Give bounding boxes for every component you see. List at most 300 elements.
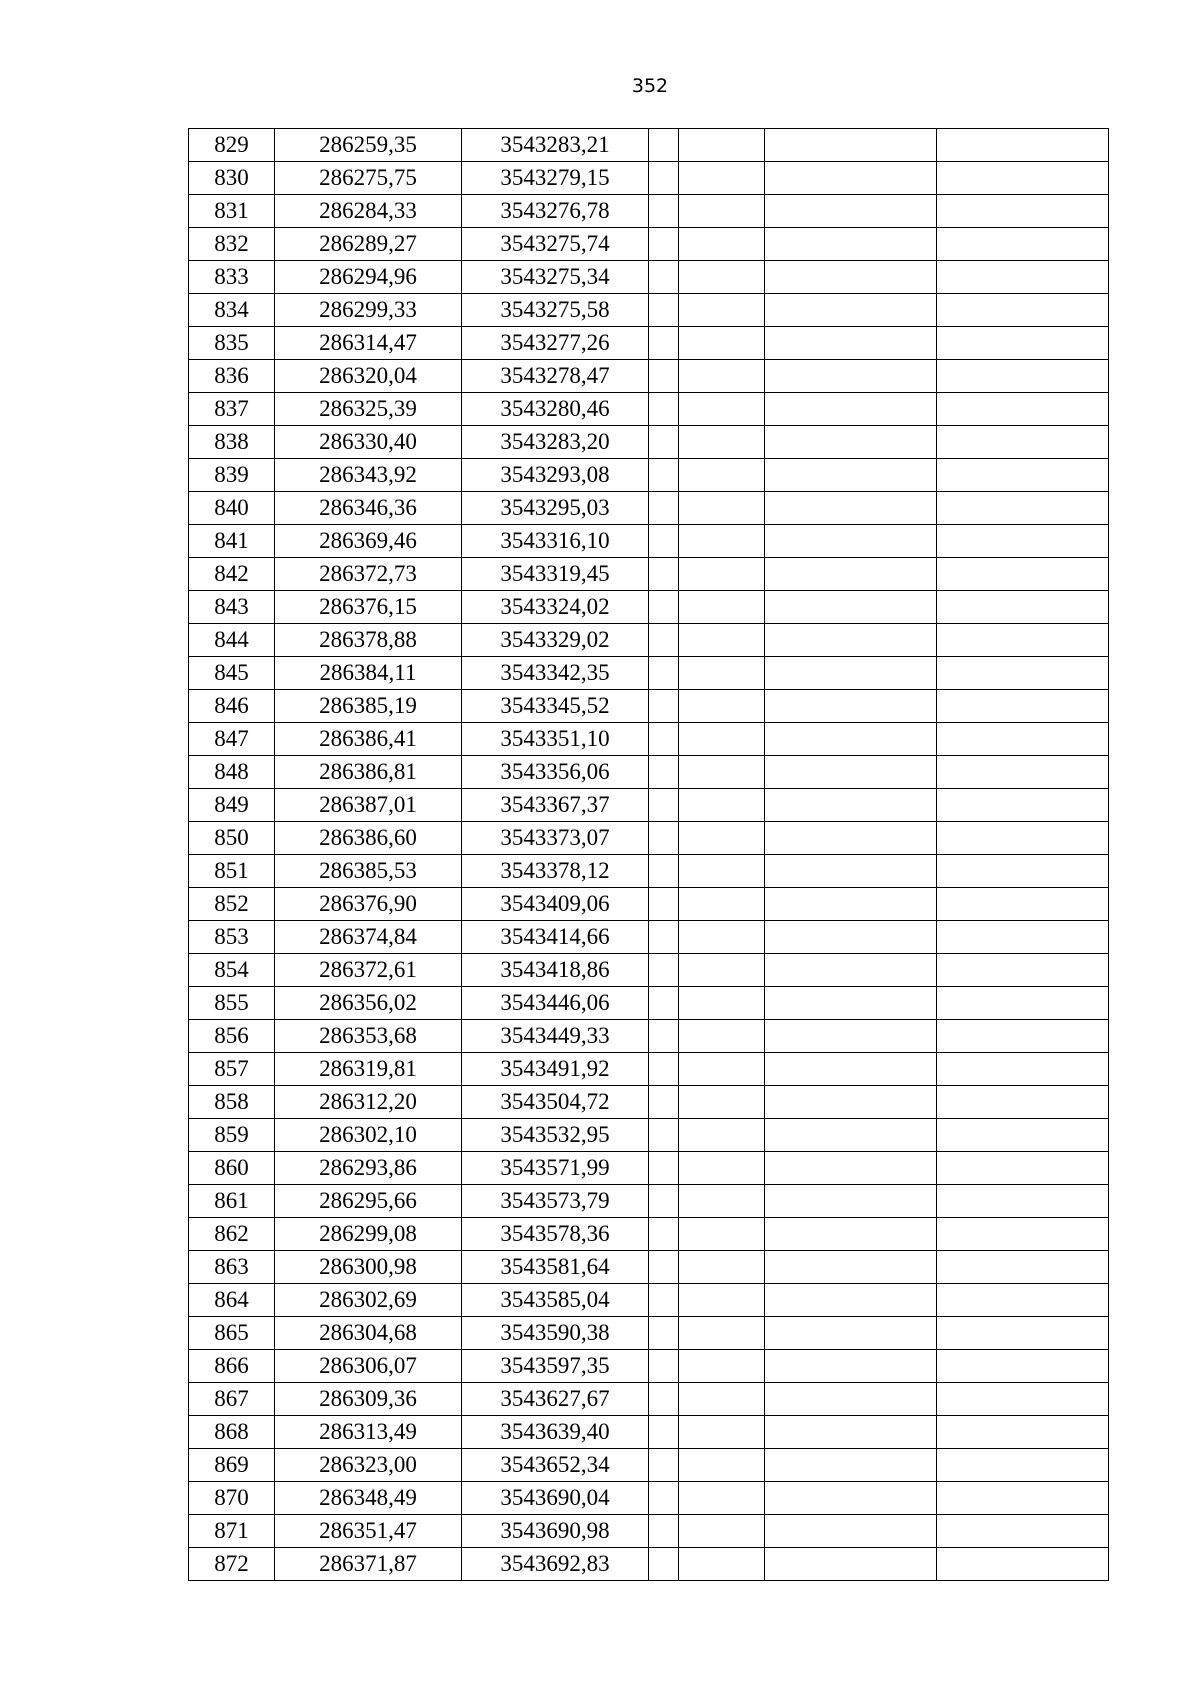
empty-cell	[937, 1053, 1109, 1086]
empty-cell	[765, 1086, 937, 1119]
y-coordinate-cell: 3543578,36	[462, 1218, 649, 1251]
point-number-cell: 867	[189, 1383, 275, 1416]
empty-cell	[679, 756, 765, 789]
page-number: 352	[631, 75, 669, 97]
empty-cell	[765, 1284, 937, 1317]
point-number-cell: 868	[189, 1416, 275, 1449]
empty-cell	[649, 756, 679, 789]
empty-cell	[679, 657, 765, 690]
x-coordinate-cell: 286372,61	[275, 954, 462, 987]
empty-cell	[649, 1416, 679, 1449]
empty-cell	[937, 756, 1109, 789]
empty-cell	[649, 1284, 679, 1317]
empty-cell	[679, 162, 765, 195]
x-coordinate-cell: 286284,33	[275, 195, 462, 228]
x-coordinate-cell: 286314,47	[275, 327, 462, 360]
empty-cell	[679, 393, 765, 426]
empty-cell	[649, 855, 679, 888]
point-number-cell: 865	[189, 1317, 275, 1350]
empty-cell	[679, 360, 765, 393]
empty-cell	[679, 459, 765, 492]
x-coordinate-cell: 286319,81	[275, 1053, 462, 1086]
empty-cell	[649, 294, 679, 327]
x-coordinate-cell: 286376,15	[275, 591, 462, 624]
empty-cell	[937, 327, 1109, 360]
point-number-cell: 864	[189, 1284, 275, 1317]
table-row	[189, 195, 1109, 228]
y-coordinate-cell: 3543581,64	[462, 1251, 649, 1284]
x-coordinate-cell: 286313,49	[275, 1416, 462, 1449]
table-body	[189, 129, 1109, 1581]
empty-cell	[937, 921, 1109, 954]
point-number-cell: 835	[189, 327, 275, 360]
y-coordinate-cell: 3543319,45	[462, 558, 649, 591]
table-row	[189, 1086, 1109, 1119]
empty-cell	[679, 1482, 765, 1515]
x-coordinate-cell: 286384,11	[275, 657, 462, 690]
table-row	[189, 129, 1109, 162]
point-number-cell: 829	[189, 129, 275, 162]
empty-cell	[679, 1449, 765, 1482]
x-coordinate-cell: 286386,41	[275, 723, 462, 756]
empty-cell	[649, 261, 679, 294]
table-row	[189, 1383, 1109, 1416]
x-coordinate-cell: 286294,96	[275, 261, 462, 294]
table-row	[189, 558, 1109, 591]
table-row	[189, 657, 1109, 690]
point-number-cell: 845	[189, 657, 275, 690]
empty-cell	[679, 195, 765, 228]
empty-cell	[937, 1086, 1109, 1119]
point-number-cell: 856	[189, 1020, 275, 1053]
empty-cell	[765, 921, 937, 954]
y-coordinate-cell: 3543449,33	[462, 1020, 649, 1053]
x-coordinate-cell: 286385,19	[275, 690, 462, 723]
empty-cell	[679, 1086, 765, 1119]
empty-cell	[649, 1251, 679, 1284]
point-number-cell: 869	[189, 1449, 275, 1482]
empty-cell	[937, 129, 1109, 162]
table-row	[189, 459, 1109, 492]
point-number-cell: 833	[189, 261, 275, 294]
empty-cell	[765, 591, 937, 624]
empty-cell	[765, 954, 937, 987]
y-coordinate-cell: 3543275,74	[462, 228, 649, 261]
empty-cell	[679, 1317, 765, 1350]
empty-cell	[937, 624, 1109, 657]
point-number-cell: 857	[189, 1053, 275, 1086]
table-row	[189, 525, 1109, 558]
empty-cell	[679, 624, 765, 657]
y-coordinate-cell: 3543627,67	[462, 1383, 649, 1416]
empty-cell	[765, 1119, 937, 1152]
empty-cell	[765, 1449, 937, 1482]
table-row	[189, 327, 1109, 360]
empty-cell	[679, 261, 765, 294]
table-row	[189, 855, 1109, 888]
table-row	[189, 1053, 1109, 1086]
x-coordinate-cell: 286348,49	[275, 1482, 462, 1515]
empty-cell	[765, 723, 937, 756]
table-row	[189, 1185, 1109, 1218]
y-coordinate-cell: 3543293,08	[462, 459, 649, 492]
x-coordinate-cell: 286356,02	[275, 987, 462, 1020]
table-row	[189, 1515, 1109, 1548]
empty-cell	[649, 327, 679, 360]
y-coordinate-cell: 3543351,10	[462, 723, 649, 756]
table-row	[189, 756, 1109, 789]
x-coordinate-cell: 286302,69	[275, 1284, 462, 1317]
x-coordinate-cell: 286295,66	[275, 1185, 462, 1218]
empty-cell	[765, 327, 937, 360]
empty-cell	[679, 1350, 765, 1383]
x-coordinate-cell: 286300,98	[275, 1251, 462, 1284]
empty-cell	[937, 954, 1109, 987]
y-coordinate-cell: 3543652,34	[462, 1449, 649, 1482]
empty-cell	[937, 1548, 1109, 1581]
empty-cell	[679, 294, 765, 327]
table-row	[189, 888, 1109, 921]
empty-cell	[765, 426, 937, 459]
empty-cell	[679, 525, 765, 558]
table-row	[189, 624, 1109, 657]
empty-cell	[679, 888, 765, 921]
point-number-cell: 863	[189, 1251, 275, 1284]
empty-cell	[649, 195, 679, 228]
table-row	[189, 954, 1109, 987]
y-coordinate-cell: 3543639,40	[462, 1416, 649, 1449]
empty-cell	[649, 921, 679, 954]
empty-cell	[649, 591, 679, 624]
empty-cell	[649, 1020, 679, 1053]
x-coordinate-cell: 286385,53	[275, 855, 462, 888]
y-coordinate-cell: 3543277,26	[462, 327, 649, 360]
point-number-cell: 848	[189, 756, 275, 789]
empty-cell	[937, 1251, 1109, 1284]
empty-cell	[649, 822, 679, 855]
x-coordinate-cell: 286299,33	[275, 294, 462, 327]
point-number-cell: 859	[189, 1119, 275, 1152]
empty-cell	[937, 690, 1109, 723]
empty-cell	[937, 1185, 1109, 1218]
table-row	[189, 1416, 1109, 1449]
y-coordinate-cell: 3543316,10	[462, 525, 649, 558]
empty-cell	[649, 525, 679, 558]
empty-cell	[937, 459, 1109, 492]
empty-cell	[679, 1152, 765, 1185]
point-number-cell: 831	[189, 195, 275, 228]
table-row	[189, 1350, 1109, 1383]
x-coordinate-cell: 286346,36	[275, 492, 462, 525]
empty-cell	[649, 426, 679, 459]
empty-cell	[649, 1350, 679, 1383]
empty-cell	[765, 1416, 937, 1449]
y-coordinate-cell: 3543324,02	[462, 591, 649, 624]
empty-cell	[765, 987, 937, 1020]
x-coordinate-cell: 286371,87	[275, 1548, 462, 1581]
empty-cell	[937, 723, 1109, 756]
empty-cell	[679, 855, 765, 888]
x-coordinate-cell: 286275,75	[275, 162, 462, 195]
point-number-cell: 841	[189, 525, 275, 558]
x-coordinate-cell: 286378,88	[275, 624, 462, 657]
empty-cell	[765, 129, 937, 162]
x-coordinate-cell: 286302,10	[275, 1119, 462, 1152]
x-coordinate-cell: 286306,07	[275, 1350, 462, 1383]
empty-cell	[765, 690, 937, 723]
x-coordinate-cell: 286369,46	[275, 525, 462, 558]
table-row	[189, 294, 1109, 327]
empty-cell	[937, 789, 1109, 822]
empty-cell	[679, 1053, 765, 1086]
empty-cell	[679, 228, 765, 261]
empty-cell	[679, 1185, 765, 1218]
empty-cell	[937, 1020, 1109, 1053]
empty-cell	[649, 558, 679, 591]
table-row	[189, 723, 1109, 756]
point-number-cell: 846	[189, 690, 275, 723]
point-number-cell: 871	[189, 1515, 275, 1548]
empty-cell	[937, 855, 1109, 888]
point-number-cell: 847	[189, 723, 275, 756]
empty-cell	[649, 1185, 679, 1218]
empty-cell	[937, 294, 1109, 327]
empty-cell	[765, 261, 937, 294]
point-number-cell: 860	[189, 1152, 275, 1185]
y-coordinate-cell: 3543342,35	[462, 657, 649, 690]
empty-cell	[679, 1515, 765, 1548]
empty-cell	[765, 492, 937, 525]
empty-cell	[649, 1152, 679, 1185]
table-row	[189, 1251, 1109, 1284]
empty-cell	[649, 459, 679, 492]
x-coordinate-cell: 286309,36	[275, 1383, 462, 1416]
table-row	[189, 789, 1109, 822]
table-row	[189, 393, 1109, 426]
x-coordinate-cell: 286351,47	[275, 1515, 462, 1548]
empty-cell	[937, 1383, 1109, 1416]
empty-cell	[679, 690, 765, 723]
empty-cell	[937, 1119, 1109, 1152]
empty-cell	[937, 1152, 1109, 1185]
point-number-cell: 866	[189, 1350, 275, 1383]
table-row	[189, 492, 1109, 525]
empty-cell	[649, 657, 679, 690]
point-number-cell: 836	[189, 360, 275, 393]
empty-cell	[765, 162, 937, 195]
empty-cell	[649, 1383, 679, 1416]
table-row	[189, 228, 1109, 261]
x-coordinate-cell: 286304,68	[275, 1317, 462, 1350]
table-row	[189, 1548, 1109, 1581]
y-coordinate-cell: 3543345,52	[462, 690, 649, 723]
table-row	[189, 360, 1109, 393]
x-coordinate-cell: 286289,27	[275, 228, 462, 261]
empty-cell	[649, 1119, 679, 1152]
y-coordinate-cell: 3543692,83	[462, 1548, 649, 1581]
empty-cell	[649, 789, 679, 822]
empty-cell	[937, 657, 1109, 690]
y-coordinate-cell: 3543585,04	[462, 1284, 649, 1317]
empty-cell	[765, 1515, 937, 1548]
empty-cell	[765, 1020, 937, 1053]
table-row	[189, 591, 1109, 624]
table-row	[189, 261, 1109, 294]
table-row	[189, 1482, 1109, 1515]
y-coordinate-cell: 3543491,92	[462, 1053, 649, 1086]
empty-cell	[937, 261, 1109, 294]
empty-cell	[649, 228, 679, 261]
x-coordinate-cell: 286343,92	[275, 459, 462, 492]
x-coordinate-cell: 286353,68	[275, 1020, 462, 1053]
point-number-cell: 850	[189, 822, 275, 855]
table-row	[189, 1218, 1109, 1251]
empty-cell	[937, 822, 1109, 855]
x-coordinate-cell: 286323,00	[275, 1449, 462, 1482]
empty-cell	[765, 1482, 937, 1515]
empty-cell	[679, 954, 765, 987]
x-coordinate-cell: 286312,20	[275, 1086, 462, 1119]
empty-cell	[765, 360, 937, 393]
y-coordinate-cell: 3543504,72	[462, 1086, 649, 1119]
y-coordinate-cell: 3543690,98	[462, 1515, 649, 1548]
point-number-cell: 852	[189, 888, 275, 921]
point-number-cell: 851	[189, 855, 275, 888]
empty-cell	[937, 195, 1109, 228]
empty-cell	[765, 1218, 937, 1251]
table-row	[189, 987, 1109, 1020]
empty-cell	[679, 1020, 765, 1053]
point-number-cell: 862	[189, 1218, 275, 1251]
empty-cell	[937, 888, 1109, 921]
empty-cell	[937, 492, 1109, 525]
empty-cell	[937, 393, 1109, 426]
x-coordinate-cell: 286299,08	[275, 1218, 462, 1251]
point-number-cell: 842	[189, 558, 275, 591]
empty-cell	[937, 228, 1109, 261]
empty-cell	[649, 1482, 679, 1515]
empty-cell	[765, 888, 937, 921]
x-coordinate-cell: 286259,35	[275, 129, 462, 162]
y-coordinate-cell: 3543597,35	[462, 1350, 649, 1383]
point-number-cell: 834	[189, 294, 275, 327]
empty-cell	[649, 1515, 679, 1548]
empty-cell	[765, 558, 937, 591]
empty-cell	[765, 1251, 937, 1284]
x-coordinate-cell: 286374,84	[275, 921, 462, 954]
empty-cell	[937, 360, 1109, 393]
empty-cell	[765, 294, 937, 327]
empty-cell	[937, 987, 1109, 1020]
empty-cell	[679, 558, 765, 591]
x-coordinate-cell: 286330,40	[275, 426, 462, 459]
point-number-cell: 839	[189, 459, 275, 492]
empty-cell	[937, 525, 1109, 558]
empty-cell	[649, 1053, 679, 1086]
y-coordinate-cell: 3543446,06	[462, 987, 649, 1020]
point-number-cell: 843	[189, 591, 275, 624]
y-coordinate-cell: 3543571,99	[462, 1152, 649, 1185]
empty-cell	[679, 591, 765, 624]
empty-cell	[765, 195, 937, 228]
point-number-cell: 832	[189, 228, 275, 261]
empty-cell	[937, 1416, 1109, 1449]
y-coordinate-cell: 3543418,86	[462, 954, 649, 987]
empty-cell	[765, 1317, 937, 1350]
point-number-cell: 861	[189, 1185, 275, 1218]
empty-cell	[679, 1251, 765, 1284]
table-row	[189, 1317, 1109, 1350]
x-coordinate-cell: 286320,04	[275, 360, 462, 393]
empty-cell	[765, 822, 937, 855]
empty-cell	[649, 723, 679, 756]
empty-cell	[679, 1119, 765, 1152]
empty-cell	[679, 1218, 765, 1251]
empty-cell	[649, 1548, 679, 1581]
empty-cell	[937, 426, 1109, 459]
empty-cell	[937, 1482, 1109, 1515]
y-coordinate-cell: 3543329,02	[462, 624, 649, 657]
empty-cell	[679, 1284, 765, 1317]
y-coordinate-cell: 3543590,38	[462, 1317, 649, 1350]
empty-cell	[765, 1053, 937, 1086]
empty-cell	[649, 1449, 679, 1482]
y-coordinate-cell: 3543275,34	[462, 261, 649, 294]
empty-cell	[765, 624, 937, 657]
empty-cell	[649, 162, 679, 195]
table-row	[189, 426, 1109, 459]
empty-cell	[649, 492, 679, 525]
point-number-cell: 830	[189, 162, 275, 195]
y-coordinate-cell: 3543373,07	[462, 822, 649, 855]
y-coordinate-cell: 3543356,06	[462, 756, 649, 789]
empty-cell	[765, 1548, 937, 1581]
empty-cell	[765, 459, 937, 492]
empty-cell	[765, 1152, 937, 1185]
empty-cell	[937, 1284, 1109, 1317]
x-coordinate-cell: 286387,01	[275, 789, 462, 822]
y-coordinate-cell: 3543283,20	[462, 426, 649, 459]
x-coordinate-cell: 286372,73	[275, 558, 462, 591]
empty-cell	[679, 822, 765, 855]
point-number-cell: 837	[189, 393, 275, 426]
y-coordinate-cell: 3543378,12	[462, 855, 649, 888]
table-row	[189, 1449, 1109, 1482]
point-number-cell: 840	[189, 492, 275, 525]
empty-cell	[679, 921, 765, 954]
empty-cell	[937, 1317, 1109, 1350]
empty-cell	[765, 855, 937, 888]
empty-cell	[679, 426, 765, 459]
empty-cell	[649, 624, 679, 657]
y-coordinate-cell: 3543414,66	[462, 921, 649, 954]
empty-cell	[649, 954, 679, 987]
empty-cell	[679, 723, 765, 756]
point-number-cell: 872	[189, 1548, 275, 1581]
table-row	[189, 921, 1109, 954]
empty-cell	[649, 987, 679, 1020]
empty-cell	[649, 1086, 679, 1119]
x-coordinate-cell: 286376,90	[275, 888, 462, 921]
coordinates-table	[188, 128, 1109, 1581]
empty-cell	[679, 1416, 765, 1449]
table-row	[189, 1020, 1109, 1053]
point-number-cell: 849	[189, 789, 275, 822]
y-coordinate-cell: 3543278,47	[462, 360, 649, 393]
empty-cell	[937, 1350, 1109, 1383]
empty-cell	[765, 525, 937, 558]
empty-cell	[679, 492, 765, 525]
